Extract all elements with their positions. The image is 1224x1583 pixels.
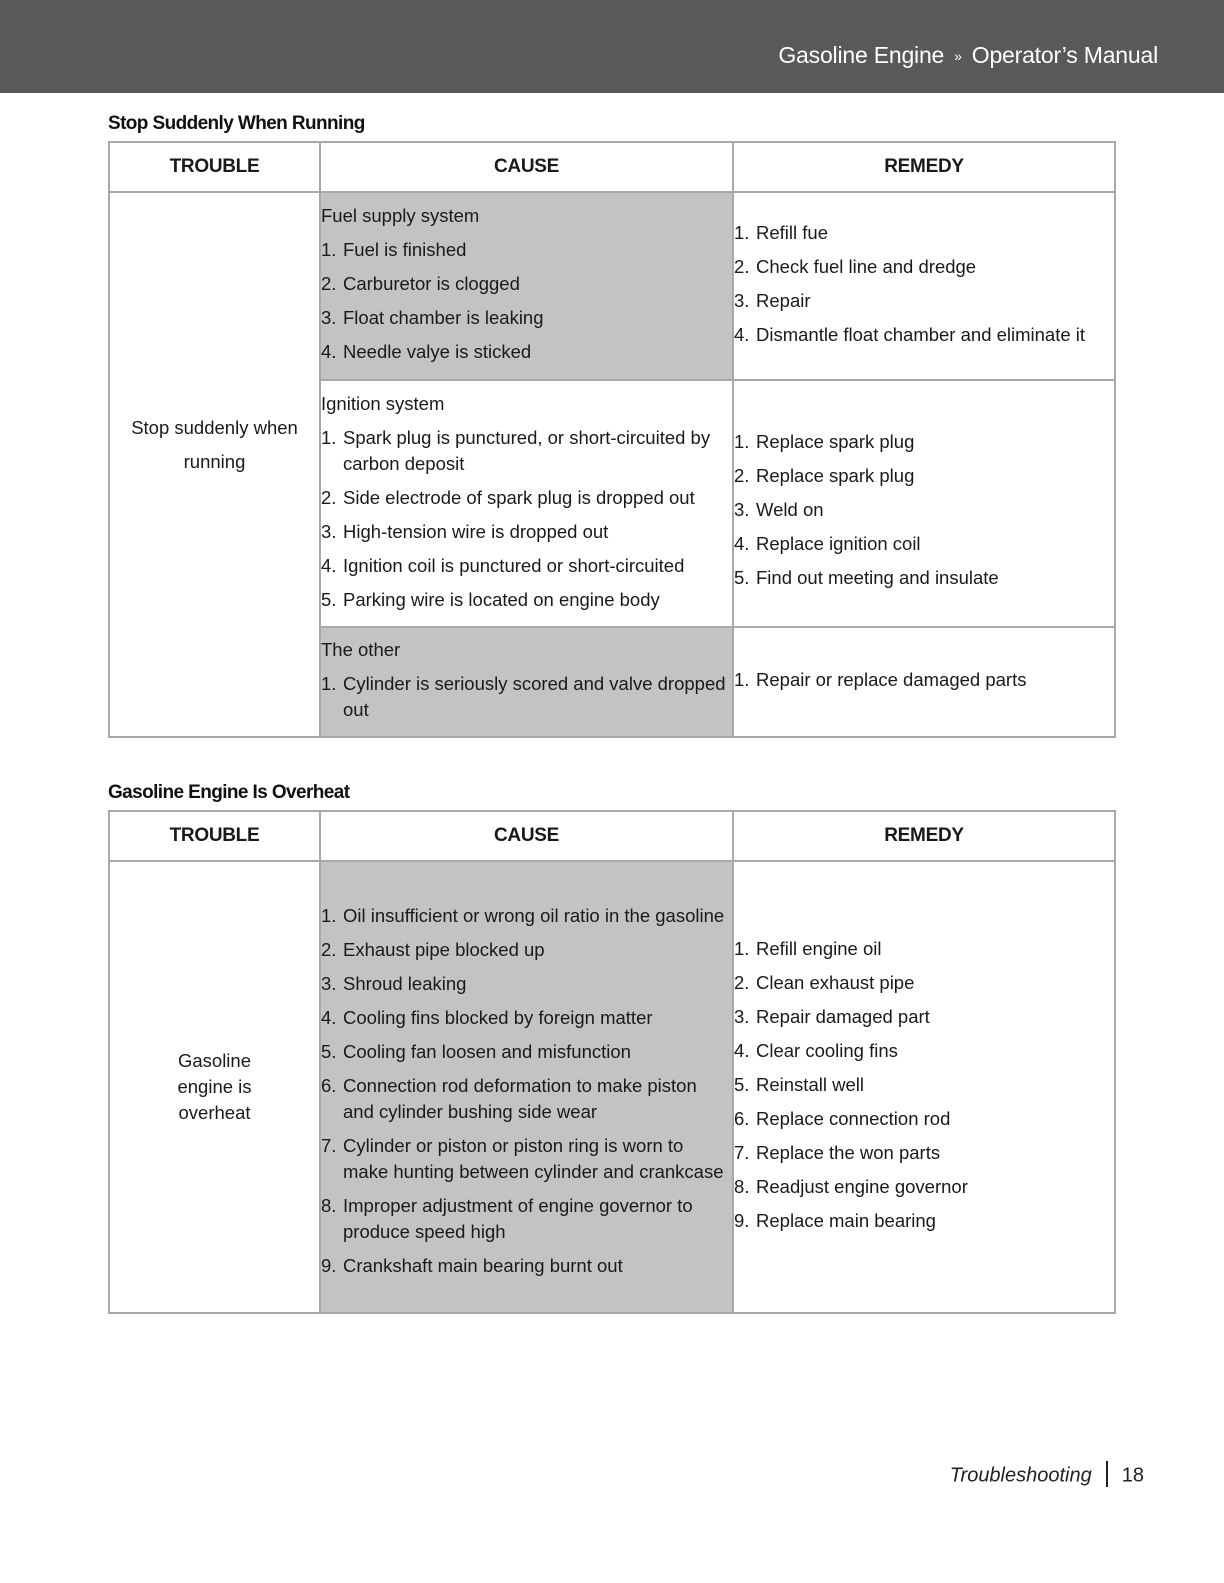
list-item — [321, 1253, 732, 1279]
cause-list — [321, 671, 732, 723]
list-item-number: 3. — [734, 499, 750, 520]
list-item-text: Improper adjustment of engine governor to produce speed high — [343, 1195, 693, 1242]
list-item-number: 4. — [734, 1040, 750, 1061]
list-item-text: Check fuel line and dredge — [756, 256, 977, 277]
section-title-stop-suddenly: Stop Suddenly When Running — [108, 113, 365, 134]
list-item-text: Dismantle float chamber and eliminate it — [756, 324, 1086, 345]
list-item-text: Reinstall well — [756, 1074, 864, 1095]
list-item-number: 2. — [321, 486, 337, 508]
list-item — [734, 322, 1114, 348]
list-item-number: 5. — [321, 1041, 337, 1062]
list-item-text: Repair damaged part — [756, 1006, 930, 1027]
list-item-text: Cylinder is seriously scored and valve dropped out — [343, 673, 726, 720]
list-item-number: 7. — [321, 1135, 337, 1156]
header-manual: Operator’s Manual — [971, 42, 1158, 68]
list-item-number: 4. — [734, 324, 750, 345]
list-item-number: 6. — [734, 1108, 750, 1129]
list-item-text: Shroud leaking — [343, 973, 467, 994]
list-item — [734, 497, 1114, 523]
header-title — [778, 42, 1158, 69]
cause-list — [321, 903, 732, 1279]
list-item-number: 5. — [734, 1074, 750, 1095]
list-item-text: Cooling fan loosen and misfunction — [343, 1041, 631, 1062]
remedy-cell — [733, 380, 1115, 627]
list-item — [734, 1038, 1114, 1064]
list-item-text: Replace connection rod — [756, 1108, 951, 1129]
list-item-number: 1. — [734, 938, 750, 959]
list-item — [321, 237, 732, 263]
troubleshooting-table-overheat — [108, 810, 1116, 1314]
list-item — [321, 587, 732, 613]
list-item-text: Parking wire is located on engine body — [343, 588, 660, 610]
list-item-number: 1. — [321, 426, 337, 448]
list-item-text: Needle valye is sticked — [343, 341, 532, 362]
cause-group-heading: The other — [321, 639, 401, 660]
cause-list — [321, 425, 732, 613]
list-item — [321, 671, 732, 723]
page-number: 18 — [1121, 1464, 1144, 1487]
list-item-text: Replace ignition coil — [756, 533, 921, 554]
remedy-cell — [733, 192, 1115, 380]
list-item-text: Oil insufficient or wrong oil ratio in the gasoline — [343, 905, 725, 926]
cause-group-heading: Ignition system — [321, 392, 445, 414]
cause-cell — [320, 627, 733, 737]
list-item-text: Cylinder or piston or piston ring is worn to make hunting between cylinder and crankcase — [343, 1135, 724, 1182]
list-item — [734, 667, 1114, 693]
list-item — [321, 1073, 732, 1125]
trouble-cell: Gasoline engine is overheat — [109, 861, 320, 1313]
remedy-list — [734, 936, 1114, 1234]
list-item-number: 1. — [321, 239, 337, 260]
list-item-number: 2. — [734, 465, 750, 486]
remedy-list — [734, 429, 1114, 591]
list-item — [321, 553, 732, 579]
header-bar — [0, 0, 1224, 93]
list-item-text: Clear cooling fins — [756, 1040, 898, 1061]
list-item-number: 1. — [734, 669, 750, 690]
list-item-number: 1. — [321, 905, 337, 926]
list-item — [321, 903, 732, 929]
list-item — [734, 429, 1114, 455]
column-header-remedy: REMEDY — [733, 142, 1115, 192]
footer-section-name: Troubleshooting — [949, 1464, 1092, 1487]
breadcrumb-separator: » — [954, 48, 962, 64]
header-product: Gasoline Engine — [778, 42, 945, 68]
list-item-text: Weld on — [756, 499, 824, 520]
list-item — [734, 1004, 1114, 1030]
list-item-number: 3. — [321, 520, 337, 542]
list-item-text: Find out meeting and insulate — [756, 567, 999, 588]
cause-group-heading: Fuel supply system — [321, 205, 480, 226]
list-item-number: 2. — [321, 939, 337, 960]
list-item — [734, 970, 1114, 996]
list-item — [734, 463, 1114, 489]
list-item-number: 1. — [321, 673, 337, 694]
list-item-number: 3. — [734, 290, 750, 311]
remedy-cell — [733, 861, 1115, 1313]
list-item-text: Repair — [756, 290, 811, 311]
list-item-number: 4. — [734, 533, 750, 554]
column-header-cause: CAUSE — [320, 811, 733, 861]
column-header-trouble: TROUBLE — [109, 142, 320, 192]
list-item — [321, 1005, 732, 1031]
list-item-number: 2. — [734, 256, 750, 277]
list-item-number: 8. — [321, 1195, 337, 1216]
remedy-list — [734, 667, 1114, 693]
list-item-text: Clean exhaust pipe — [756, 972, 915, 993]
list-item-number: 2. — [734, 972, 750, 993]
list-item — [321, 305, 732, 331]
list-item-number: 9. — [734, 1210, 750, 1231]
page-footer — [950, 1463, 1144, 1489]
list-item — [734, 1208, 1114, 1234]
list-item — [321, 519, 732, 545]
cause-cell — [320, 861, 733, 1313]
list-item-number: 3. — [734, 1006, 750, 1027]
list-item-number: 4. — [321, 554, 337, 576]
cause-list — [321, 237, 732, 365]
list-item — [734, 220, 1114, 246]
list-item-text: Float chamber is leaking — [343, 307, 544, 328]
section-title-overheat: Gasoline Engine Is Overheat — [108, 782, 350, 803]
list-item-text: Carburetor is clogged — [343, 273, 520, 294]
list-item-number: 6. — [321, 1075, 337, 1096]
list-item — [734, 565, 1114, 591]
column-header-trouble: TROUBLE — [109, 811, 320, 861]
list-item-text: Fuel is finished — [343, 239, 467, 260]
list-item-text: Replace spark plug — [756, 431, 915, 452]
remedy-cell — [733, 627, 1115, 737]
list-item — [734, 531, 1114, 557]
footer-divider — [1106, 1461, 1108, 1487]
remedy-list — [734, 220, 1114, 348]
list-item-number: 7. — [734, 1142, 750, 1163]
list-item-number: 5. — [321, 588, 337, 610]
list-item-text: Connection rod deformation to make piston and cylinder bushing side wear — [343, 1075, 697, 1122]
list-item-text: Exhaust pipe blocked up — [343, 939, 545, 960]
list-item-number: 3. — [321, 307, 337, 328]
list-item-number: 1. — [734, 222, 750, 243]
list-item — [321, 937, 732, 963]
list-item — [734, 254, 1114, 280]
list-item-text: Replace the won parts — [756, 1142, 941, 1163]
list-item — [321, 1039, 732, 1065]
list-item — [321, 339, 732, 365]
list-item-number: 4. — [321, 341, 337, 362]
list-item-text: Readjust engine governor — [756, 1176, 968, 1197]
list-item — [321, 485, 732, 511]
list-item-text: Side electrode of spark plug is dropped out — [343, 486, 695, 508]
list-item-text: High-tension wire is dropped out — [343, 520, 609, 542]
list-item-number: 4. — [321, 1007, 337, 1028]
list-item-text: Spark plug is punctured, or short-circuited by carbon deposit — [343, 426, 711, 474]
list-item-text: Crankshaft main bearing burnt out — [343, 1255, 623, 1276]
list-item-number: 9. — [321, 1255, 337, 1276]
list-item-number: 1. — [734, 431, 750, 452]
column-header-cause: CAUSE — [320, 142, 733, 192]
list-item-text: Cooling fins blocked by foreign matter — [343, 1007, 653, 1028]
list-item — [734, 1174, 1114, 1200]
list-item-number: 5. — [734, 567, 750, 588]
trouble-cell: Stop suddenly when running — [109, 192, 320, 737]
list-item — [734, 1106, 1114, 1132]
list-item — [321, 271, 732, 297]
troubleshooting-table-stop-suddenly — [108, 141, 1116, 738]
list-item — [734, 1072, 1114, 1098]
cause-cell — [320, 192, 733, 380]
list-item-text: Refill fue — [756, 222, 828, 243]
list-item-text: Repair or replace damaged parts — [756, 669, 1027, 690]
list-item — [321, 971, 732, 997]
list-item-text: Replace main bearing — [756, 1210, 936, 1231]
list-item — [321, 425, 732, 477]
list-item-text: Refill engine oil — [756, 938, 882, 959]
list-item — [734, 1140, 1114, 1166]
list-item-number: 2. — [321, 273, 337, 294]
list-item-text: Replace spark plug — [756, 465, 915, 486]
cause-cell — [320, 380, 733, 627]
list-item — [321, 1133, 732, 1185]
list-item — [321, 1193, 732, 1245]
list-item — [734, 288, 1114, 314]
list-item-text: Ignition coil is punctured or short-circuited — [343, 554, 685, 576]
list-item — [734, 936, 1114, 962]
list-item-number: 3. — [321, 973, 337, 994]
list-item-number: 8. — [734, 1176, 750, 1197]
column-header-remedy: REMEDY — [733, 811, 1115, 861]
